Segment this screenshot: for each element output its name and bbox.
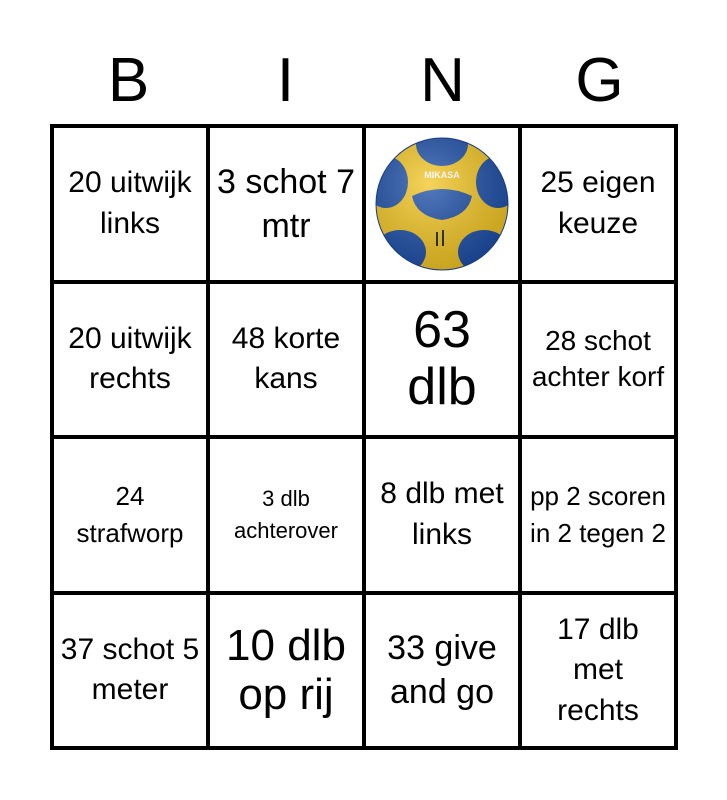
cell-text: 10 dlb op rij	[226, 620, 346, 720]
bingo-cell[interactable]	[522, 284, 674, 436]
bingo-cell[interactable]	[54, 128, 206, 280]
cell-text: 37 schot 5 meter	[60, 632, 200, 707]
cell-text: 25 eigen keuze	[540, 166, 656, 240]
header-letter-b: B	[107, 46, 150, 115]
cell-text: 48 korte kans	[231, 321, 341, 396]
cell-text: 28 schot achter korf	[531, 324, 665, 393]
bingo-cell[interactable]	[366, 595, 518, 747]
cell-text: 24 strafworp	[76, 481, 184, 548]
cell-text: 20 uitwijk links	[68, 166, 192, 240]
bingo-cell[interactable]	[54, 284, 206, 436]
cell-text: 3 schot 7 mtr	[217, 162, 355, 245]
header-letter-g: G	[575, 46, 624, 115]
bingo-cell[interactable]	[210, 595, 362, 747]
header-letter-n: N	[420, 46, 465, 115]
bingo-cell[interactable]	[54, 595, 206, 747]
bingo-cell[interactable]	[522, 439, 674, 591]
bingo-cell[interactable]	[522, 595, 674, 747]
bingo-cell[interactable]	[210, 128, 362, 280]
bingo-card	[50, 124, 678, 750]
cell-text: 3 dlb achterover	[234, 485, 338, 543]
cell-text: pp 2 scoren in 2 tegen 2	[530, 481, 666, 548]
cell-text: 63 dlb	[407, 301, 477, 417]
cell-text: 33 give and go	[387, 629, 497, 712]
bingo-cell[interactable]	[210, 284, 362, 436]
header-letter-i: I	[276, 46, 295, 115]
bingo-cell[interactable]	[522, 128, 674, 280]
bingo-cell[interactable]	[54, 439, 206, 591]
bingo-cell[interactable]	[366, 439, 518, 591]
bingo-cell[interactable]	[210, 439, 362, 591]
bingo-cell-image[interactable]	[366, 128, 518, 280]
cell-text: 8 dlb met links	[380, 477, 504, 551]
bingo-cell[interactable]	[366, 284, 518, 436]
cell-text: 20 uitwijk rechts	[68, 321, 192, 396]
cell-text: 17 dlb met rechts	[557, 612, 639, 727]
bingo-header	[50, 40, 678, 122]
korfball-ball-icon	[372, 134, 512, 274]
